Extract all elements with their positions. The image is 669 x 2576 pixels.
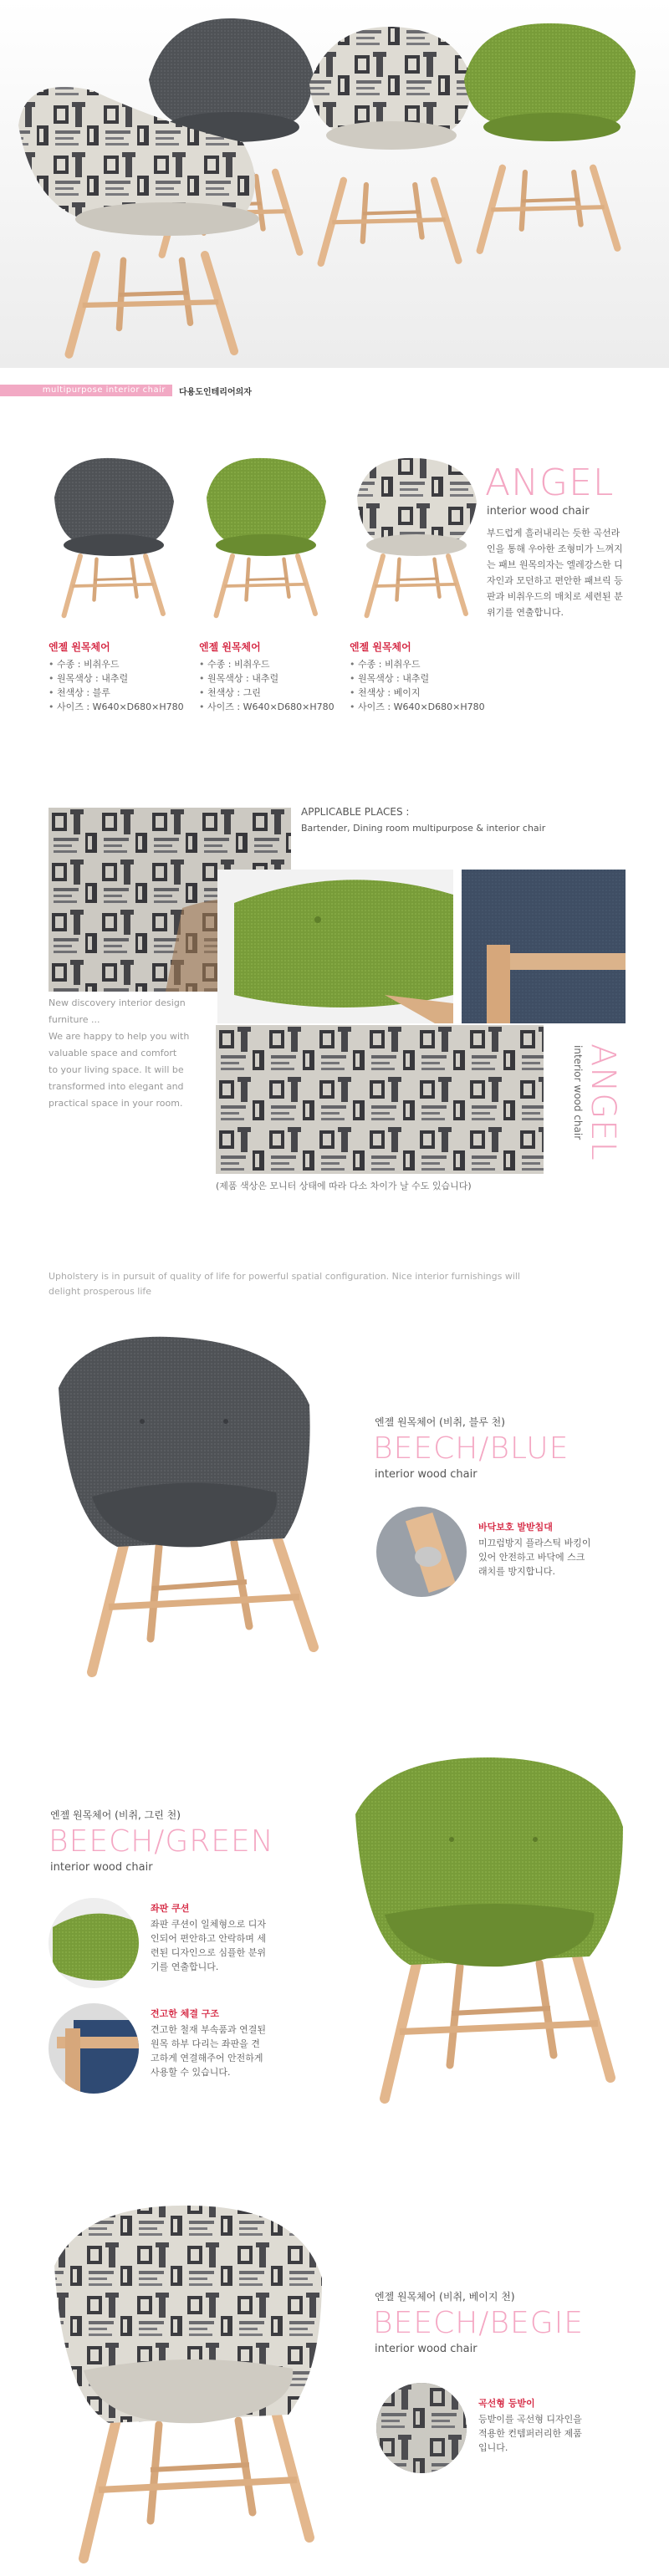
thumb-gray-chair (42, 451, 184, 619)
feature-floor-guard (478, 1520, 637, 1579)
variant-blue-subtitle: interior wood chair (375, 1468, 477, 1481)
feature-title: 바닥보호 발받침대 (478, 1522, 553, 1533)
spec-item: • 수종 : 비취우드 (350, 657, 492, 671)
tagline-line: delight prosperous life (49, 1286, 152, 1297)
variant-green-label: 엔젤 원목체어 (비취, 그린 천) (50, 1809, 181, 1821)
feature-line: 기를 연출합니다. (151, 1961, 219, 1972)
feature-frame-joint-photo (49, 2003, 139, 2094)
gallery-vertical-title: ANGEL (584, 1043, 622, 1161)
category-bar (0, 385, 669, 396)
feature-line: 인되어 편안하고 안락하며 세 (151, 1933, 267, 1944)
gallery-side-line: transformed into elegant and (49, 1081, 184, 1092)
spec-beige (350, 640, 492, 714)
feature-line: 견고한 철재 부속품과 연결된 (151, 2024, 267, 2035)
variant-beige-subtitle: interior wood chair (375, 2343, 477, 2355)
variant-beige-title: BEECH/BEGIE (373, 2306, 584, 2340)
feature-line: 련된 디자인으로 심플한 분위 (151, 1947, 267, 1958)
spec-item: • 사이즈 : W640×D680×H780 (350, 700, 492, 714)
spec-item: • 사이즈 : W640×D680×H780 (49, 700, 191, 714)
applicable-heading: APPLICABLE PLACES : (301, 806, 410, 818)
spec-green (199, 640, 341, 714)
color-note: (제품 색상은 모니터 상태에 따라 다소 차이가 날 수도 있습니다) (216, 1181, 472, 1191)
feature-seat-cushion-photo (49, 1898, 139, 1988)
intro-desc-line: 판과 비취우드의 매치로 세련된 분 (487, 591, 623, 602)
feature-seat-cushion (151, 1901, 318, 1974)
gallery-side-line: practical space in your room. (49, 1098, 183, 1109)
variant-green-subtitle: interior wood chair (50, 1861, 153, 1874)
gallery-letters-closeup (216, 1025, 544, 1174)
variant-green-title: BEECH/GREEN (49, 1824, 274, 1859)
intro-desc-line: 자인과 모던하고 편안한 패브릭 등 (487, 575, 623, 586)
feature-line: 있어 안전하고 바닥에 스크 (478, 1552, 585, 1563)
feature-title: 견고한 체결 구조 (151, 2008, 220, 2019)
spec-item: • 원목색상 : 내추럴 (350, 671, 492, 686)
gallery-side-text (49, 995, 216, 1112)
thumb-beige-chair (345, 451, 487, 619)
spec-name: 엔젤 원목체어 (49, 641, 110, 653)
feature-line: 적용한 컨템퍼러리한 제품 (478, 2428, 582, 2439)
feature-line: 등받이를 곡선형 디자인을 (478, 2414, 582, 2425)
feature-title: 곡선형 등받이 (478, 2398, 535, 2409)
tagline (49, 1269, 634, 1299)
category-bar-pink (0, 385, 172, 396)
feature-line: 래치를 방지합니다. (478, 1566, 556, 1577)
feature-frame-joint (151, 2007, 318, 2079)
spec-item: • 사이즈 : W640×D680×H780 (199, 700, 341, 714)
intro-title: ANGEL (485, 462, 615, 504)
feature-line: 입니다. (478, 2442, 508, 2453)
spec-item: • 수종 : 비취우드 (199, 657, 341, 671)
category-ko: 다용도인테리어의자 (179, 388, 252, 397)
feature-line: 원목 하부 다리는 좌판을 견 (151, 2038, 260, 2049)
feature-line: 미끄럼방지 플라스틱 바킹이 (478, 1538, 591, 1548)
gallery-side-line: New discovery interior design (49, 997, 186, 1008)
gallery-side-line: to your living space. It will be (49, 1064, 184, 1075)
variant-blue-label: 엔젤 원목체어 (비취, 블루 천) (375, 1416, 505, 1428)
spec-gray (49, 640, 191, 714)
hero-photo (0, 0, 669, 368)
spec-name: 엔젤 원목체어 (350, 641, 411, 653)
variant-beige-photo (33, 2191, 334, 2567)
feature-line: 고하게 연결해주어 안전하게 (151, 2053, 263, 2063)
category-en: multipurpose interior chair (42, 385, 166, 395)
spec-item: • 원목색상 : 내추럴 (49, 671, 191, 686)
feature-line: 사용할 수 있습니다. (151, 2067, 231, 2078)
tagline-line: Upholstery is in pursuit of quality of life for powerful spatial configuration. Nice interior furnishings will (49, 1271, 520, 1282)
gallery-vertical-subtitle: interior wood chair (572, 1045, 584, 1140)
feature-curved-back-photo (376, 2383, 467, 2473)
feature-curved-back (478, 2396, 637, 2455)
applicable-places: Bartender, Dining room multipurpose & interior chair (301, 823, 546, 834)
spec-name: 엔젤 원목체어 (199, 641, 261, 653)
gallery-side-line: We are happy to help you with (49, 1031, 190, 1042)
gallery-side-line: valuable space and comfort (49, 1048, 177, 1058)
gallery-green-closeup (217, 870, 453, 1023)
intro-desc-line: 인을 통해 우아한 조형미가 느껴지 (487, 543, 623, 554)
feature-line: 좌판 쿠션이 일체형으로 디자 (151, 1919, 267, 1930)
spec-item: • 천색상 : 베이지 (350, 686, 492, 700)
intro-desc-line: 위기를 연출합니다. (487, 607, 564, 618)
spec-item: • 원목색상 : 내추럴 (199, 671, 341, 686)
gallery-side-line: furniture ... (49, 1014, 100, 1025)
feature-title: 좌판 쿠션 (151, 1903, 190, 1914)
gallery-joint-closeup (462, 870, 626, 1023)
variant-blue-photo (33, 1313, 334, 1681)
intro-subtitle: interior wood chair (487, 505, 590, 518)
spec-item: • 천색상 : 블루 (49, 686, 191, 700)
variant-green-photo (334, 1747, 636, 2107)
intro-desc-line: 부드럽게 흘러내리는 듯한 곡선라 (487, 528, 620, 538)
feature-floor-guard-photo (376, 1507, 467, 1597)
variant-beige-label: 엔젤 원목체어 (비취, 베이지 천) (375, 2291, 515, 2303)
thumb-green-chair (194, 451, 336, 619)
variant-blue-title: BEECH/BLUE (373, 1431, 569, 1466)
spec-item: • 수종 : 비취우드 (49, 657, 191, 671)
intro-desc-line: 는 패브 원목의자는 엘레강스한 디 (487, 559, 623, 570)
intro-description (487, 525, 654, 620)
spec-item: • 천색상 : 그린 (199, 686, 341, 700)
